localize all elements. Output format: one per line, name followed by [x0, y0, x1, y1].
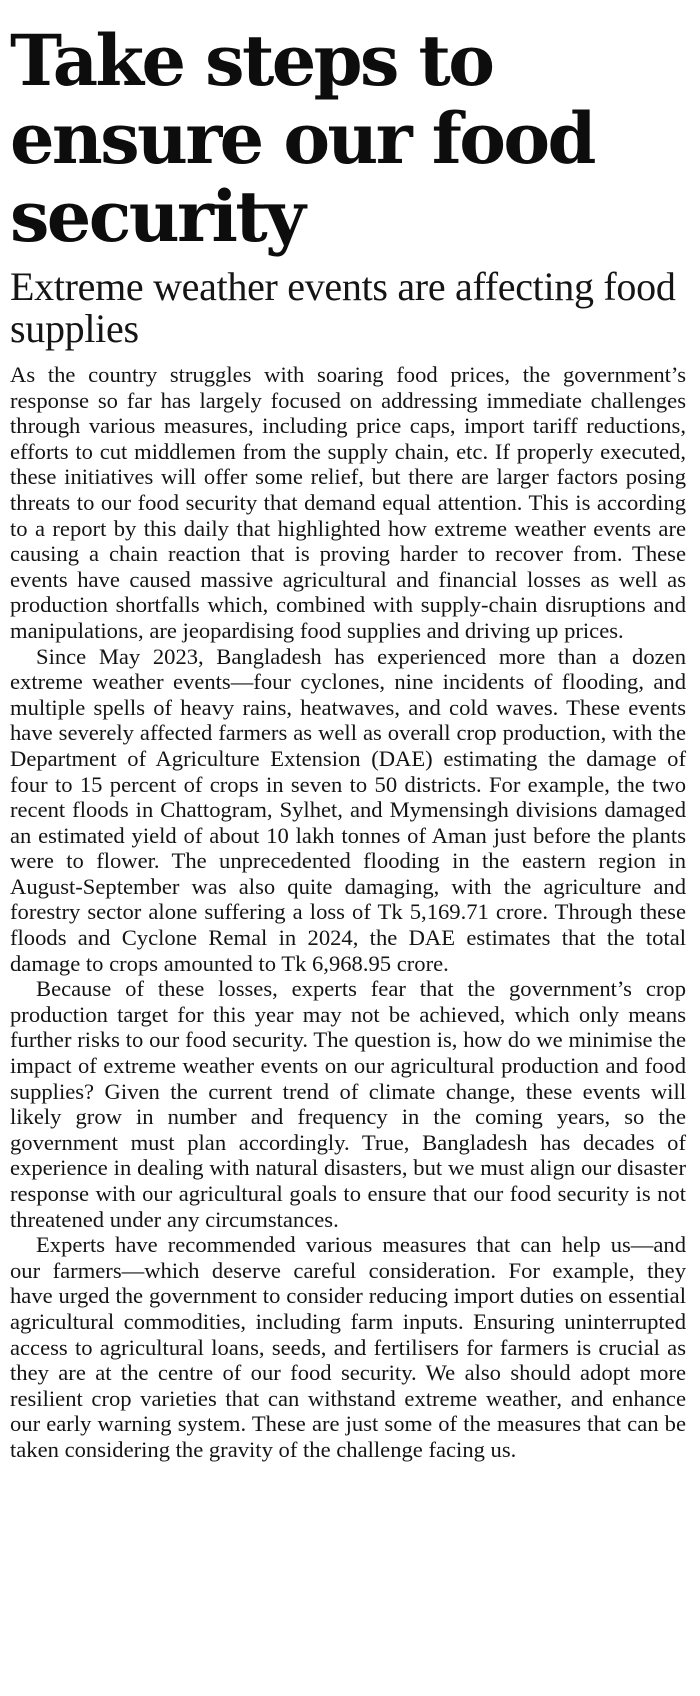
- paragraph-2: Since May 2023, Bangladesh has experienced more than a dozen extreme weather events—four cyclones, nine incidents of flooding, and multiple spells of heavy rains, heatwaves, and cold waves. These events have severely affected farmers as well as overall crop production, with the Department of Agriculture Extension (DAE) estimating the damage of four to 15 percent of crops in seven to 50 districts. For example, the two recent floods in Chattogram, Sylhet, and Mymensingh divisions damaged an estimated yield of about 10 lakh tonnes of Aman just before the plants were to flower. The unprecedented flooding in the eastern region in August-September was also quite damaging, with the agriculture and forestry sector alone suffering a loss of Tk 5,169.71 crore. Through these floods and Cyclone Remal in 2024, the DAE estimates that the total damage to crops amounted to Tk 6,968.95 crore.: [10, 643, 686, 976]
- article-body: [10, 362, 686, 1463]
- paragraph-4: Experts have recommended various measures that can help us—and our farmers—which deserve careful consideration. For example, they have urged the government to consider reducing import duties on essential agricultural commodities, including farm inputs. Ensuring uninterrupted access to agricultural loans, seeds, and fertilisers for farmers is crucial as they are at the centre of our food security. We also should adopt more resilient crop varieties that can withstand extreme weather, and enhance our early warning system. These are just some of the measures that can be taken considering the gravity of the challenge facing us.: [10, 1232, 686, 1462]
- paragraph-3: Because of these losses, experts fear that the government’s crop production target for this year may not be achieved, which only means further risks to our food security. The question is, how do we minimise the impact of extreme weather events on our agricultural production and food supplies? Given the current trend of climate change, these events will likely grow in number and frequency in the coming years, so the government must plan accordingly. True, Bangladesh has decades of experience in dealing with natural disasters, but we must align our disaster response with our agricultural goals to ensure that our food security is not threatened under any circumstances.: [10, 976, 686, 1232]
- subheadline: Extreme weather events are affecting food supplies: [10, 264, 676, 351]
- headline: Take steps to ensure our food security: [10, 19, 594, 258]
- paragraph-1: As the country struggles with soaring food prices, the government’s response so far has largely focused on addressing immediate challenges through various measures, including price caps, import tariff reductions, efforts to cut middlemen from the supply chain, etc. If properly executed, these initiatives will offer some relief, but there are larger factors posing threats to our food security that demand equal attention. This is according to a report by this daily that highlighted how extreme weather events are causing a chain reaction that is proving harder to recover from. These events have caused massive agricultural and financial losses as well as production shortfalls which, combined with supply-chain disruptions and manipulations, are jeopardising food supplies and driving up prices.: [10, 362, 686, 643]
